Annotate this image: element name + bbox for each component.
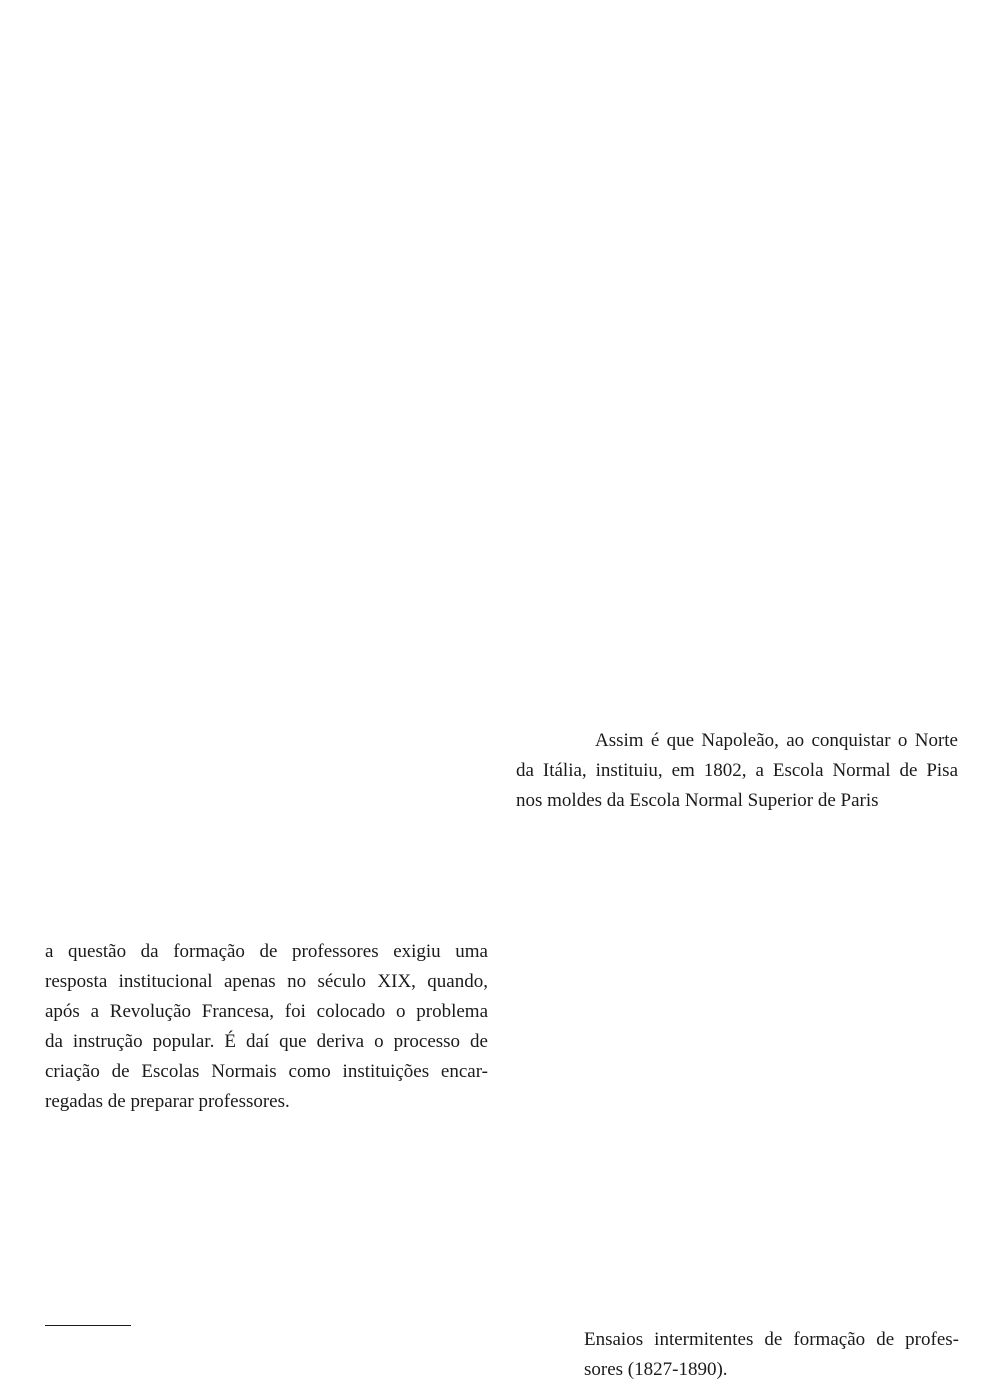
text-line: a questão da formação de professores exigiu uma (45, 941, 488, 962)
text-line: regadas de preparar professores. (45, 1091, 290, 1112)
section-heading-ensaios (584, 1325, 959, 1385)
paragraph-formacao-professores (45, 937, 488, 1117)
text-line: criação de Escolas Normais como instituições encar- (45, 1061, 488, 1082)
paragraph-napoleao (516, 726, 958, 816)
text-line: Assim é que Napoleão, ao conquistar o Norte (595, 730, 958, 751)
text-line: após a Revolução Francesa, foi colocado o problema (45, 1001, 488, 1022)
text-line: da instrução popular. É daí que deriva o processo de (45, 1031, 488, 1052)
text-line: resposta institucional apenas no século XIX, quando, (45, 971, 488, 992)
footnote-divider (45, 1325, 131, 1326)
text-line: Ensaios intermitentes de formação de profes- (584, 1329, 959, 1350)
text-line: da Itália, instituiu, em 1802, a Escola Normal de Pisa (516, 760, 958, 781)
text-line: nos moldes da Escola Normal Superior de Paris (516, 790, 879, 811)
text-line: sores (1827-1890). (584, 1359, 728, 1380)
